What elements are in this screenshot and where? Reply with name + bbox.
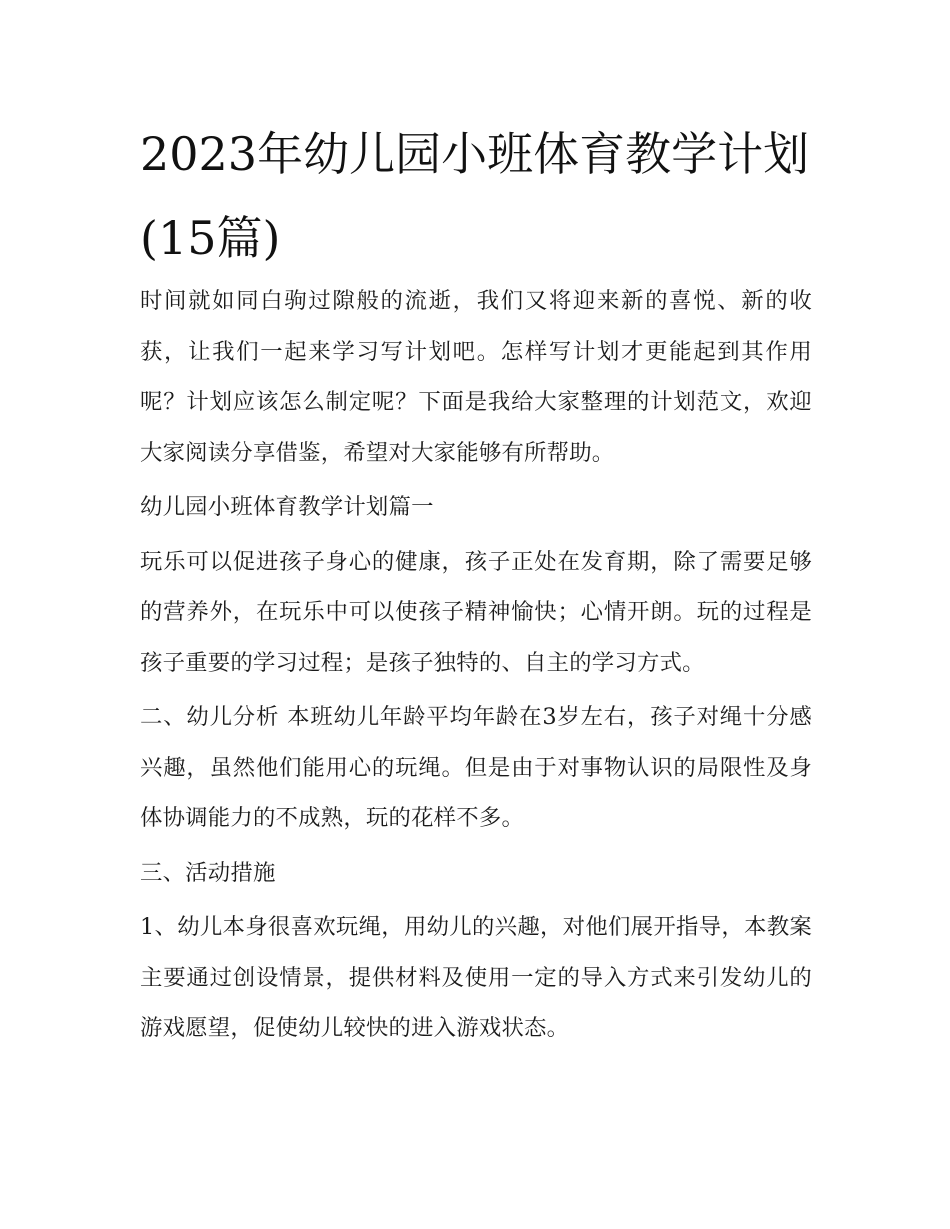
document-title: 2023年幼儿园小班体育教学计划(15篇)	[140, 127, 810, 265]
document-body	[140, 276, 812, 1054]
child-analysis-paragraph: 二、幼儿分析 本班幼儿年龄平均年龄在3岁左右，孩子对绳十分感兴趣，虽然他们能用心的玩绳。但是由于对事物认识的局限性及身体协调能力的不成熟，玩的花样不多。	[140, 704, 812, 831]
intro-paragraph: 时间就如同白驹过隙般的流逝，我们又将迎来新的喜悦、新的收获，让我们一起来学习写计划吧。怎样写计划才更能起到其作用呢？计划应该怎么制定呢？下面是我给大家整理的计划范文，欢迎大家阅读分享借鉴，希望对大家能够有所帮助。	[140, 288, 812, 466]
measure-item-1: 1、幼儿本身很喜欢玩绳，用幼儿的兴趣，对他们展开指导，本教案主要通过创设情景，提供材料及使用一定的导入方式来引发幼儿的游戏愿望，促使幼儿较快的进入游戏状态。	[140, 914, 812, 1041]
section-heading-part-one: 幼儿园小班体育教学计划篇一	[140, 494, 434, 520]
activity-measures-heading: 三、活动措施	[140, 859, 276, 886]
play-benefits-paragraph: 玩乐可以促进孩子身心的健康，孩子正处在发育期，除了需要足够的营养外，在玩乐中可以使孩子精神愉快；心情开朗。玩的过程是孩子重要的学习过程；是孩子独特的、自主的学习方式。	[140, 548, 812, 676]
